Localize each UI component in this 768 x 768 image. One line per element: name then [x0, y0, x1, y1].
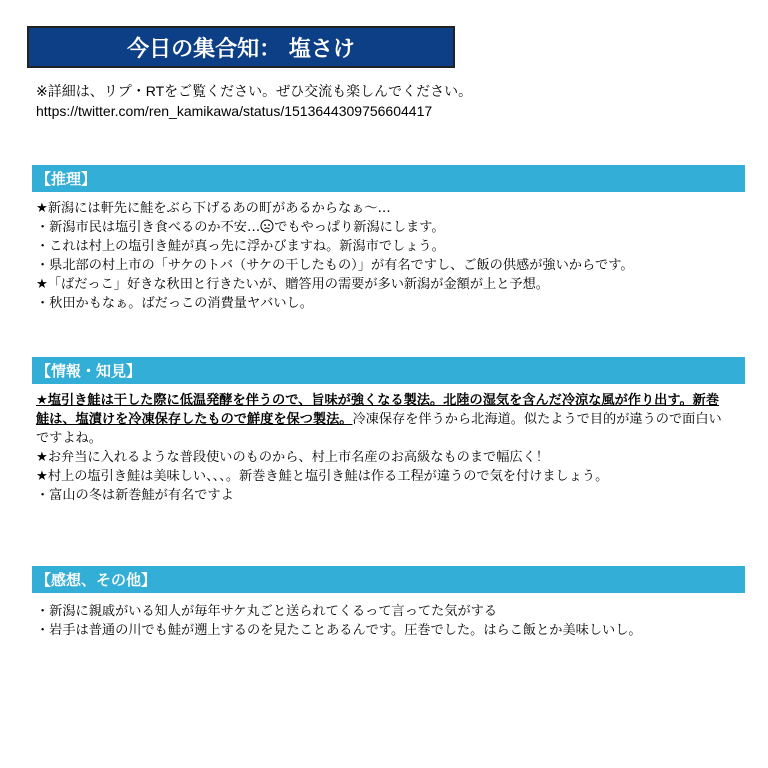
list-item: ★「ばだっこ」好きな秋田と行きたいが、贈答用の需要が多い新潟が金額が上と予想。 — [36, 277, 549, 292]
section-body-reasoning — [36, 199, 726, 313]
list-item — [36, 218, 726, 237]
list-item: ★お弁当に入れるような普段使いのものから、村上市名産のお高級なものまで幅広く！ — [36, 450, 549, 465]
source-link[interactable]: https://twitter.com/ren_kamikawa/status/1513644309756604417 — [36, 103, 433, 119]
section-heading-thoughts — [32, 566, 745, 593]
intro-note-text: ※詳細は、リプ・RTをご覧ください。ぜひ交流も楽しんでください。 — [36, 83, 473, 99]
list-item — [36, 391, 726, 448]
section-heading-info — [32, 357, 745, 384]
list-item: ★新潟には軒先に鮭をぶら下げるあの町があるからなぁ～… — [36, 201, 391, 216]
highlighted-fact: ★塩引き鮭は干した際に低温発酵を伴うので、旨味が強くなる製法。北陸の湿気を含んだ冷涼な風が作り出す。新巻鮭は、塩漬けを冷凍保存したもので鮮度を保つ製法。 — [36, 393, 720, 427]
section-heading-text: 【情報・知見】 — [36, 362, 142, 380]
list-item-text: 冷凍保存を伴うから北海道。似たようで目的が違うので面白いですよね。 — [36, 412, 722, 446]
list-item: ・富山の冬は新巻鮭が有名ですよ — [36, 488, 234, 503]
list-item: ★村上の塩引き鮭は美味しい、、、。新巻き鮭と塩引き鮭は作る工程が違うので気を付けましょう。 — [36, 469, 609, 484]
intro-note — [36, 81, 472, 121]
list-item: ・秋田かもなぁ。ばだっこの消費量ヤバいし。 — [36, 296, 313, 311]
list-item-text: でもやっぱり新潟にします。 — [274, 220, 445, 235]
list-item: ・県北部の村上市の「サケのトバ（サケの干したもの）」が有名ですし、ご飯の供感が強いからです。 — [36, 258, 634, 273]
section-heading-reasoning — [32, 165, 745, 192]
page-title-text: 今日の集合知： 塩さけ — [127, 36, 355, 62]
list-item: ・新潟に親戚がいる知人が毎年サケ丸ごと送られてくるって言ってた気がする — [36, 604, 498, 619]
list-item: ・岩手は普通の川でも鮭が遡上するのを見たことあるんです。圧巻でした。はらこ飯とか美味しいし。 — [36, 623, 642, 638]
section-heading-text: 【感想、その他】 — [36, 571, 157, 589]
section-body-thoughts — [36, 602, 726, 640]
section-body-info — [36, 391, 726, 505]
list-item: ・これは村上の塩引き鮭が真っ先に浮かびますね。新潟市でしょう。 — [36, 239, 445, 254]
section-heading-text: 【推理】 — [36, 170, 97, 188]
list-item-text: ・新潟市民は塩引き食べるのか不安… — [36, 220, 261, 235]
page-title — [27, 26, 455, 68]
worried-face-icon — [260, 218, 274, 237]
